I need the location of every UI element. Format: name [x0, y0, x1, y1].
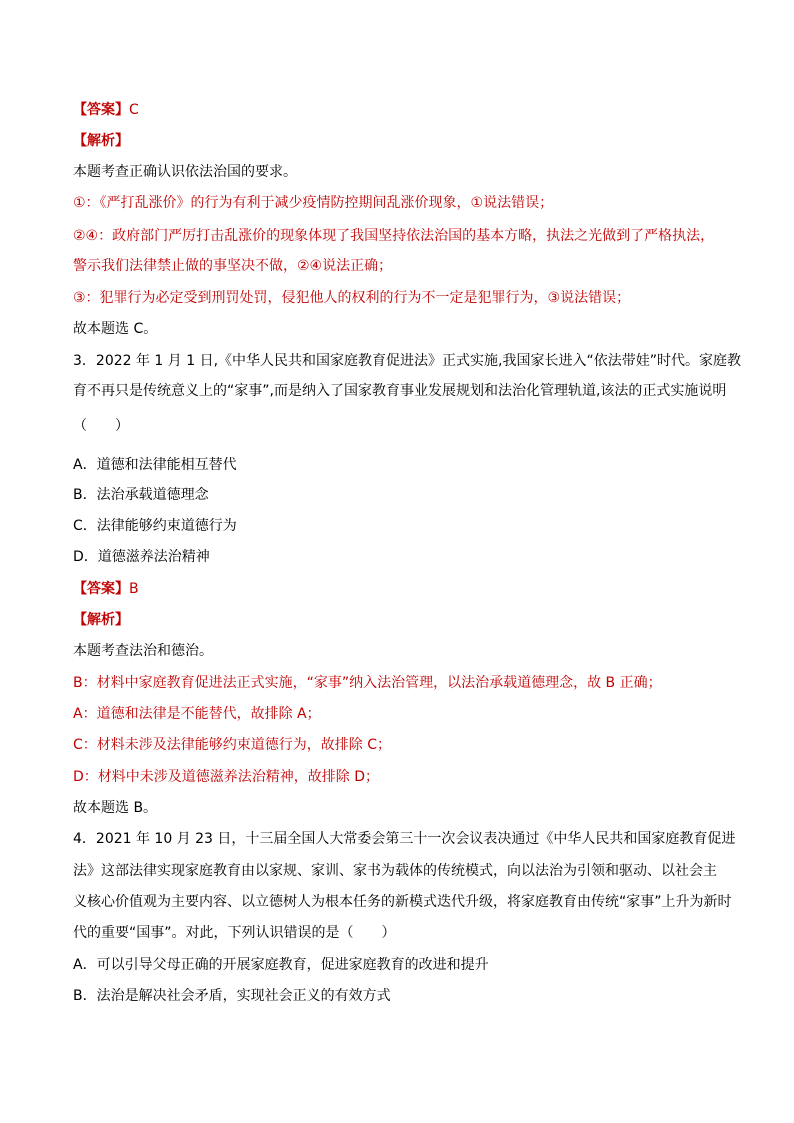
analysis-line: B：材料中家庭教育促进法正式实施，“家事”纳入法治管理，以法治承载道德理念，故 B 正确； [73, 675, 662, 691]
analysis-line: D：材料中未涉及道德滋养法治精神，故排除 D； [73, 769, 380, 785]
question-stem-line: 育不再只是传统意义上的“家事”,而是纳入了国家教育事业发展规划和法治化管理轨道,该法的正式实施说明 [73, 383, 727, 399]
answer-value: B [129, 581, 139, 597]
answer-label-block1 [73, 100, 139, 120]
answer-label-text: 【答案】 [73, 102, 129, 118]
question-stem-line: 3．2022 年 1 月 1 日,《中华人民共和国家庭教育促进法》正式实施,我国家长进入“依法带娃”时代。家庭教 [73, 353, 742, 369]
answer-label-q3 [73, 579, 139, 599]
answer-label-text: 【答案】 [73, 581, 129, 597]
option-d: D．道德滋养法治精神 [73, 549, 210, 565]
question-stem-line: 4．2021 年 10 月 23 日，十三届全国人大常委会第三十一次会议表决通过《中华人民共和国家庭教育促进 [73, 831, 736, 847]
analysis-line: ①：《严打乱涨价》的行为有利于减少疫情防控期间乱涨价现象，①说法错误； [73, 195, 554, 211]
analysis-intro: 本题考查法治和德治。 [73, 643, 213, 659]
question-stem-line: 义核心价值观为主要内容、以立德树人为根本任务的新模式迭代升级，将家庭教育由传统“家事”上升为新时 [73, 894, 732, 910]
option-a: A．道德和法律能相互替代 [73, 457, 237, 473]
option-b: B．法治是解决社会矛盾，实现社会正义的有效方式 [73, 988, 391, 1004]
analysis-label-q3: 【解析】 [73, 612, 129, 628]
analysis-intro: 本题考查正确认识依法治国的要求。 [73, 164, 297, 180]
option-a: A．可以引导父母正确的开展家庭教育，促进家庭教育的改进和提升 [73, 957, 489, 973]
option-b: B．法治承载道德理念 [73, 487, 209, 503]
conclusion: 故本题选 C。 [73, 321, 158, 337]
question-stem-line: 代的重要“国事”。对此，下列认识错误的是（ ） [73, 925, 396, 941]
conclusion: 故本题选 B。 [73, 800, 158, 816]
analysis-line: C：材料未涉及法律能够约束道德行为，故排除 C； [73, 737, 391, 753]
analysis-line: ②④：政府部门严厉打击乱涨价的现象体现了我国坚持依法治国的基本方略，执法之光做到了严格执法， [73, 228, 715, 244]
option-c: C．法律能够约束道德行为 [73, 518, 237, 534]
question-stem-line: 法》这部法律实现家庭教育由以家规、家训、家书为载体的传统模式，向以法治为引领和驱动、以社会主 [73, 863, 717, 879]
question-stem-line: （ ） [73, 418, 129, 434]
analysis-line: ③：犯罪行为必定受到刑罚处罚，侵犯他人的权利的行为不一定是犯罪行为，③说法错误； [73, 290, 631, 306]
answer-value: C [129, 102, 139, 118]
analysis-line: A：道德和法律是不能替代，故排除 A； [73, 706, 321, 722]
analysis-label-block1: 【解析】 [73, 133, 129, 149]
analysis-line: 警示我们法律禁止做的事坚决不做，②④说法正确； [73, 258, 393, 274]
